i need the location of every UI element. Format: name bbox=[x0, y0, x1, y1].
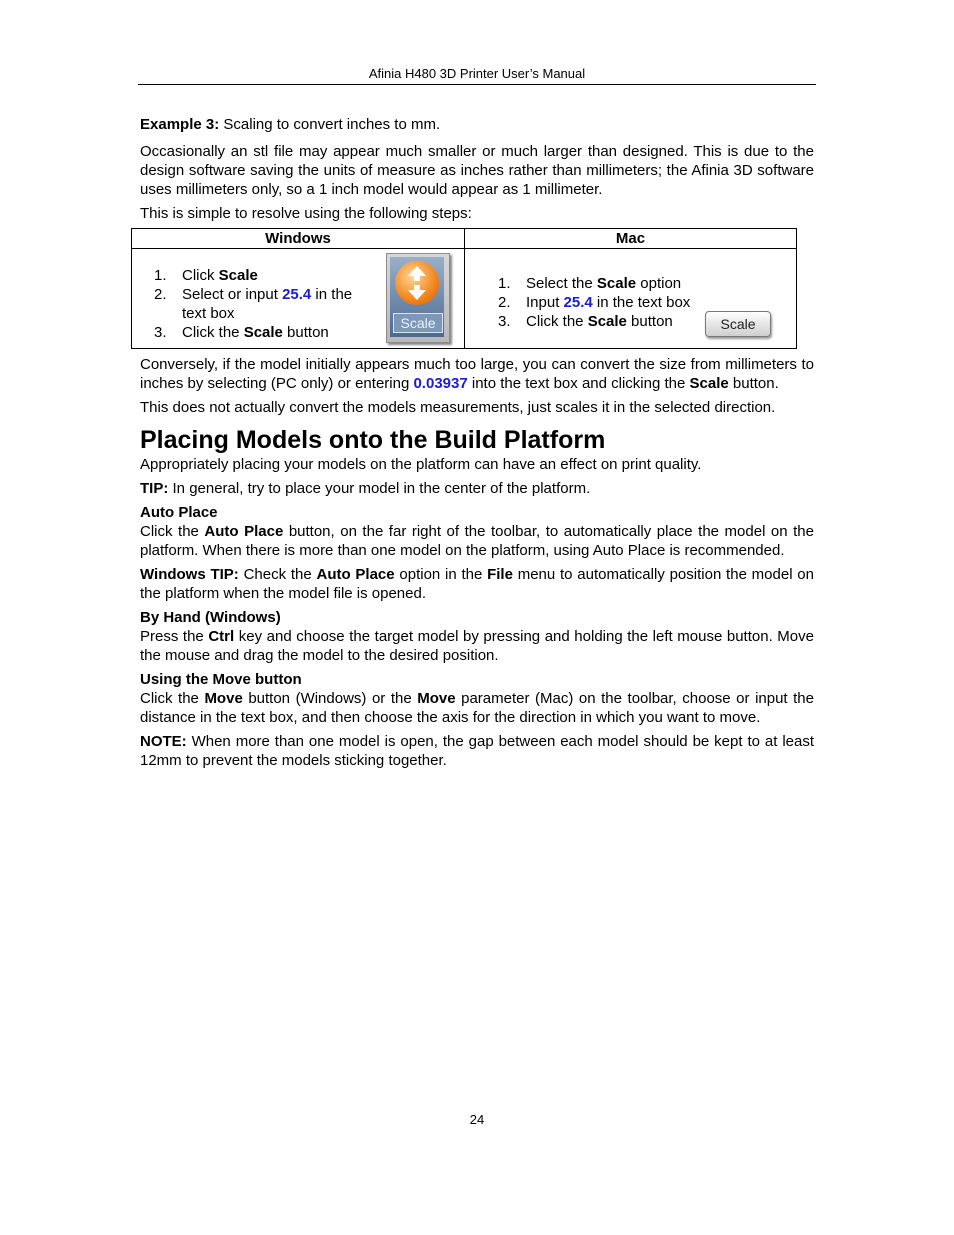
page-content bbox=[140, 115, 814, 775]
windows-scale-button-icon bbox=[386, 253, 450, 343]
scale-steps-table bbox=[131, 228, 797, 349]
example-label: Example 3: bbox=[140, 116, 220, 133]
scale-arrows-icon bbox=[395, 261, 439, 305]
page-number: 24 bbox=[469, 1112, 485, 1127]
list-item: 3. Click the Scale button bbox=[498, 313, 673, 330]
move-paragraph: Click the Move button (Windows) or the Move parameter (Mac) on the toolbar, choose or input the distance in the text box, and then choose the axis for the direction in which you want to move. bbox=[140, 690, 814, 726]
mac-column-header: Mac bbox=[465, 229, 797, 249]
section-intro: Appropriately placing your models on the platform can have an effect on print quality. bbox=[140, 456, 702, 473]
mac-cell bbox=[465, 249, 797, 349]
by-hand-paragraph: Press the Ctrl key and choose the target model by pressing and holding the left mouse button. Move the mouse and drag the model to the desired position. bbox=[140, 628, 814, 664]
conversely-paragraph: Conversely, if the model initially appears much too large, you can convert the size from millimeters to inches by selecting (PC only) or entering 0.03937 into the text box and clicking the Scale button. bbox=[140, 356, 814, 392]
intro-paragraph: Occasionally an stl file may appear much smaller or much larger than designed. This is due to the design software saving the units of measure as inches rather than millimeters; the Afinia 3D software uses millimeters only, so a 1 inch model would appear as 1 millimeter. bbox=[140, 143, 814, 198]
auto-place-heading: Auto Place bbox=[140, 504, 218, 521]
move-heading: Using the Move button bbox=[140, 671, 302, 688]
header-rule bbox=[138, 84, 816, 85]
windows-cell bbox=[132, 249, 465, 349]
by-hand-heading: By Hand (Windows) bbox=[140, 609, 281, 626]
mac-steps-list bbox=[498, 274, 718, 331]
tip-paragraph: TIP: In general, try to place your model in the center of the platform. bbox=[140, 480, 591, 497]
running-header: Afinia H480 3D Printer User’s Manual bbox=[368, 66, 586, 81]
example-text: Scaling to convert inches to mm. bbox=[219, 116, 441, 133]
example-paragraph bbox=[140, 115, 814, 134]
auto-place-paragraph: Click the Auto Place button, on the far right of the toolbar, to automatically place the model on the platform. When there is more than one model on the platform, using Auto Place is recommended. bbox=[140, 523, 814, 559]
list-item: 1. Click Scale bbox=[154, 267, 258, 284]
section-heading: Placing Models onto the Build Platform bbox=[140, 426, 606, 454]
windows-scale-label: Scale bbox=[393, 313, 443, 333]
windows-column-header: Windows bbox=[132, 229, 465, 249]
note-paragraph: NOTE: When more than one model is open, the gap between each model should be kept to at least 12mm to prevent the models sticking together. bbox=[140, 733, 814, 769]
steps-intro: This is simple to resolve using the following steps: bbox=[140, 205, 472, 222]
list-item: 2. Select or input 25.4 in the text box bbox=[154, 286, 353, 322]
list-item: 2. Input 25.4 in the text box bbox=[498, 294, 691, 311]
mac-scale-button-image: Scale bbox=[705, 311, 771, 337]
list-item: 3. Click the Scale button bbox=[154, 324, 329, 341]
windows-tip-paragraph: Windows TIP: Check the Auto Place option in the File menu to automatically position the model on the platform when the model file is opened. bbox=[140, 566, 814, 602]
list-item: 1. Select the Scale option bbox=[498, 275, 682, 292]
scale-note-paragraph: This does not actually convert the models measurements, just scales it in the selected direction. bbox=[140, 399, 776, 416]
windows-steps-list bbox=[154, 266, 364, 342]
